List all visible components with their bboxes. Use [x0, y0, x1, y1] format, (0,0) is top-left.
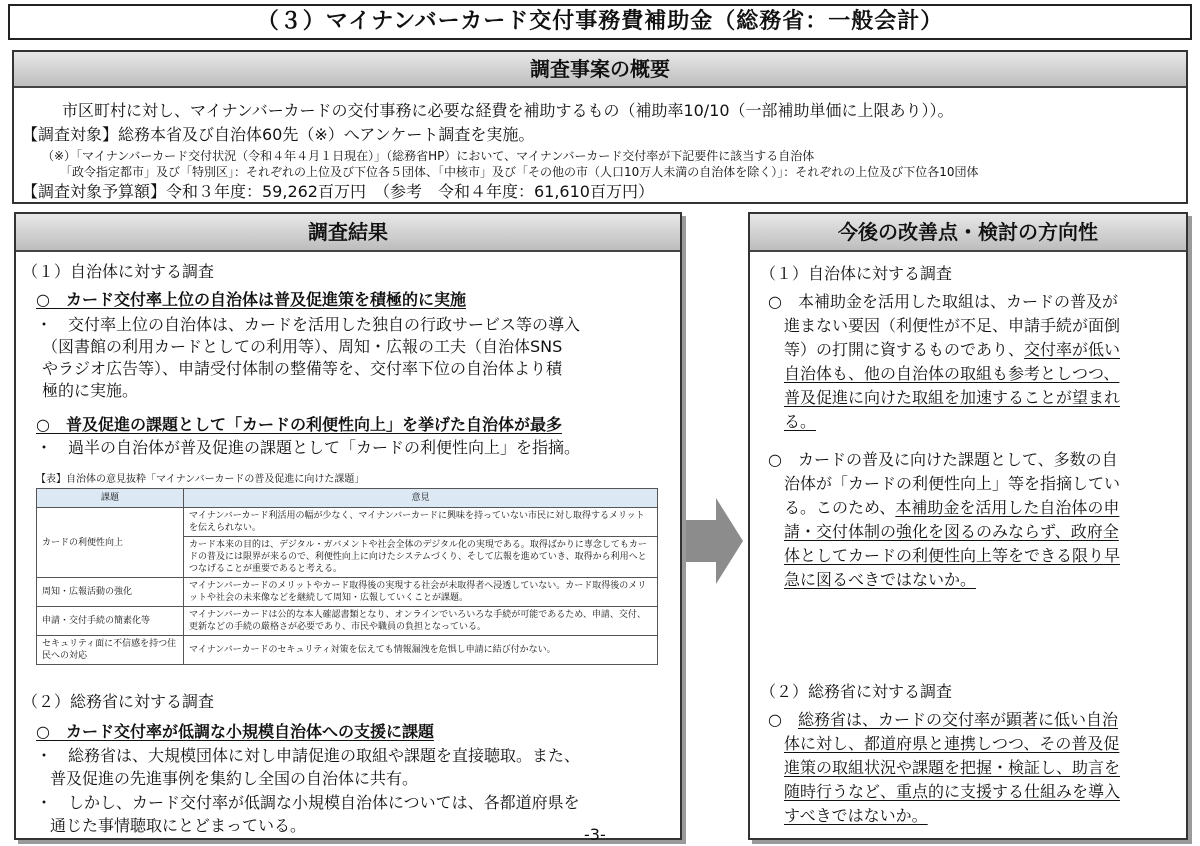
future-paragraph3: ○ 総務省は、カードの交付率が顕著に低い自治 体に対し、都道府県と連携しつつ、その普及促 進策の取組状況や課題を把握・検証し、助言を 随時行うなど、重点的に支援する仕組みを導入 すべきではないか。: [768, 710, 1121, 825]
table-header-opinion: 意見: [184, 489, 658, 508]
opinions-table: [36, 488, 658, 665]
table-row: [37, 508, 658, 537]
table-issue: 周知・広報活動の強化: [37, 578, 184, 607]
results-heading1: ○ カード交付率上位の自治体は普及促進策を積極的に実施: [36, 290, 466, 309]
future-sec2-title: （２）総務省に対する調査: [760, 682, 953, 701]
page-title: （３）マイナンバーカード交付事務費補助金（総務省：一般会計）: [8, 4, 1192, 40]
table-opinion: マイナンバーカードは公的な本人確認書類となり、オンラインでいろいろな手続が可能であるため、申請、交付、更新などの手続の厳格さが必要であり、市民や職員の負担となっている。: [184, 607, 658, 636]
table-row: [37, 578, 658, 607]
table-caption: 【表】自治体の意見抜粋「マイナンバーカードの普及促進に向けた課題」: [36, 474, 365, 485]
overview-line1: 市区町村に対し、マイナンバーカードの交付事務に必要な経費を補助するもの（補助率10/10（一部補助単価に上限あり））。: [62, 101, 954, 120]
results-sec2-title: （２）総務省に対する調査: [22, 692, 215, 711]
results-heading3: ○ カード交付率が低調な小規模自治体への支援に課題: [36, 722, 434, 741]
future-paragraph1: ○ 本補助金を活用した取組は、カードの普及が 進まない要因（利便性が不足、申請手続が面倒 等）の打開に資するものであり、交付率が低い 自治体も、他の自治体の取組も参考としつつ、 普及促進に向けた取組を加速することが望まれ る。: [768, 292, 1121, 431]
table-row: [37, 607, 658, 636]
results-header: 調査結果: [16, 214, 680, 252]
page-number: -3-: [584, 825, 606, 844]
table-opinion: マイナンバーカードのメリットやカード取得後の実現する社会が未取得者へ浸透していない。カード取得後のメリットや社会の未来像などを継続して周知・広報していくことが課題。: [184, 578, 658, 607]
overview-header: 調査事案の概要: [14, 52, 1186, 88]
table-issue: セキュリティ面に不信感を持つ住民への対応: [37, 636, 184, 665]
right-arrow-icon: [686, 496, 744, 586]
overview-panel: [12, 50, 1188, 204]
results-bullet1-line2: （図書館の利用カードとしての利用等）、周知・広報の工夫（自治体SNS: [42, 337, 563, 356]
overview-target: 【調査対象】総務本省及び自治体60先（※）へアンケート調査を実施。: [22, 125, 535, 144]
table-header-issue: 課題: [37, 489, 184, 508]
overview-note2: 「政令指定都市」及び「特別区」：それぞれの上位及び下位各５団体、「中核市」及び「その他の市（人口10万人未満の自治体を除く）」：それぞれの上位及び下位各10団体: [60, 165, 979, 179]
future-sec1-title: （１）自治体に対する調査: [760, 264, 953, 283]
results-bullet4-line1: ・ しかし、カード交付率が低調な小規模自治体については、各都道府県を: [36, 793, 580, 812]
results-bullet4-line2: 通じた事情聴取にとどまっている。: [50, 816, 307, 835]
table-opinion: カード本来の目的は、デジタル・ガバメントや社会全体のデジタル化の実現である。取得ばかりに専念してもカードの普及には限界が来るので、利便性向上に向けたシステムづくり、そして広報を進めていき、取得から利用へとつなげることが重要であると考える。: [184, 537, 658, 578]
results-bullet2-line1: ・ 過半の自治体が普及促進の課題として「カードの利便性向上」を指摘。: [36, 438, 581, 457]
overview-budget: 【調査対象予算額】令和３年度：59,262百万円 （参考 令和４年度：61,610百万円）: [22, 182, 654, 201]
results-bullet1-line4: 極的に実施。: [42, 381, 139, 400]
results-sec1-title: （１）自治体に対する調査: [22, 262, 215, 281]
table-issue: カードの利便性向上: [37, 508, 184, 578]
results-heading2: ○ 普及促進の課題として「カードの利便性向上」を挙げた自治体が最多: [36, 415, 562, 434]
table-row: [37, 636, 658, 665]
results-bullet1-line1: ・ 交付率上位の自治体は、カードを活用した独自の行政サービス等の導入: [36, 315, 581, 334]
overview-note1: （※）「マイナンバーカード交付状況（令和４年４月１日現在）」（総務省HP）において、マイナンバーカード交付率が下記要件に該当する自治体: [42, 149, 815, 163]
results-bullet3-line2: 普及促進の先進事例を集約し全国の自治体に共有。: [50, 769, 419, 788]
table-opinion: マイナンバーカード利活用の幅が少なく、マイナンバーカードに興味を持っていない市民に対し取得するメリットを伝えられない。: [184, 508, 658, 537]
table-issue: 申請・交付手続の簡素化等: [37, 607, 184, 636]
results-bullet3-line1: ・ 総務省は、大規模団体に対し申請促進の取組や課題を直接聴取。また、: [36, 746, 581, 765]
table-opinion: マイナンバーカードのセキュリティ対策を伝えても情報漏洩を危惧し申請に結び付かない。: [184, 636, 658, 665]
future-paragraph2: ○ カードの普及に向けた課題として、多数の自 治体が「カードの利便性向上」等を指摘してい る。このため、本補助金を活用した自治体の申 請・交付体制の強化を図るのみならず、政府全 体としてカードの利便性向上等をできる限り早 急に図るべきではないか。: [768, 450, 1121, 589]
results-bullet1-line3: やラジオ広告等）、申請受付体制の整備等を、交付率下位の自治体より積: [42, 359, 563, 378]
future-header: 今後の改善点・検討の方向性: [750, 214, 1186, 252]
